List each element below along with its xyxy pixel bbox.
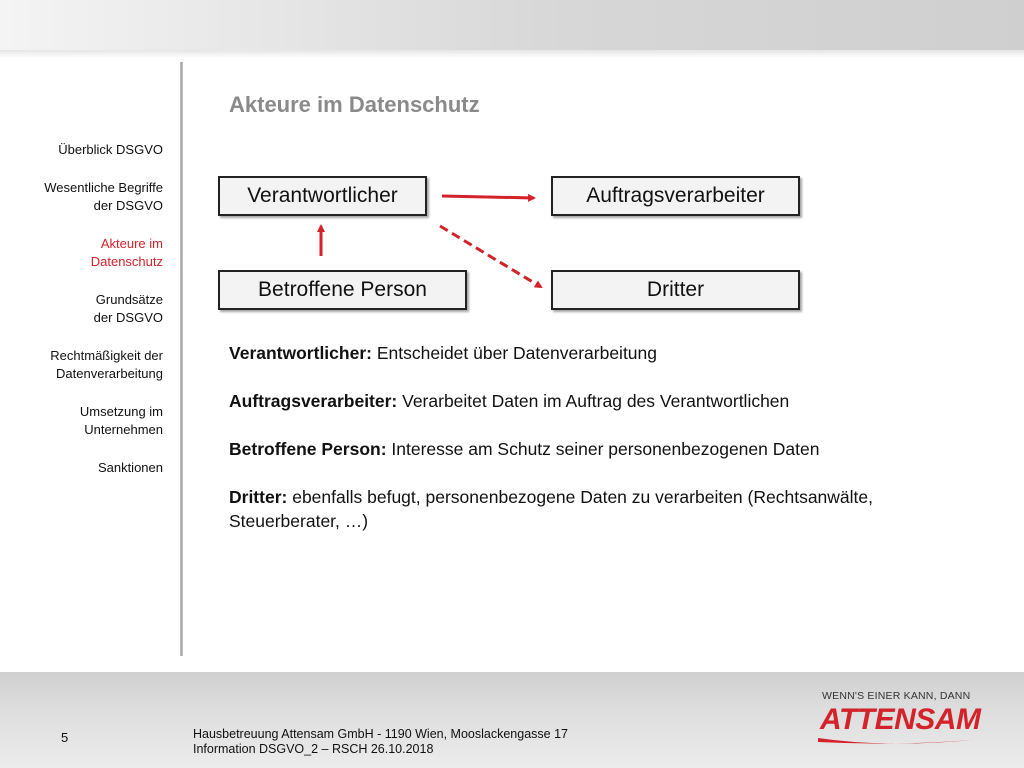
sidebar-nav [10,141,163,496]
definition-term: Verantwortlicher: [229,343,372,363]
sidebar-item-rechtmaessigkeit[interactable]: Rechtmäßigkeit der Datenverarbeitung [50,347,163,381]
definition-text: Entscheidet über Datenverarbeitung [371,343,658,363]
definition-betroffene-person [229,437,949,461]
sidebar-divider [180,62,183,656]
sidebar-item-akteure[interactable]: Akteure im Datenschutz [90,235,163,269]
box-dritter: Dritter [551,270,800,310]
box-betroffene-person: Betroffene Person [218,270,467,310]
sidebar-item-sanktionen[interactable]: Sanktionen [97,459,163,475]
top-band [0,0,1024,50]
definitions-list [229,341,949,557]
footer-line-2: Information DSGVO_2 – RSCH 26.10.2018 [193,742,434,756]
box-auftragsverarbeiter: Auftragsverarbeiter [551,176,800,216]
definition-term: Auftragsverarbeiter: [229,391,398,411]
definition-auftragsverarbeiter [229,389,949,413]
slide-title: Akteure im Datenschutz [229,92,480,117]
sidebar-item-umsetzung[interactable]: Umsetzung im Unternehmen [79,403,163,437]
arrow-verantwortlicher-to-auftragsverarbeiter [442,196,534,198]
top-shadow [0,50,1024,58]
logo-swoosh-icon [816,734,976,748]
page-number: 5 [61,730,69,745]
logo-name: ATTENSAM [820,703,981,736]
definition-dritter [229,485,949,533]
definition-text: ebenfalls befugt, personenbezogene Daten zu verarbeiten (Rechtsanwälte, Steuerberater, …) [229,487,874,531]
footer-line-1: Hausbetreuung Attensam GmbH - 1190 Wien, Mooslackengasse 17 [193,727,568,741]
definition-term: Betroffene Person: [229,439,387,459]
logo-tagline: WENN'S EINER KANN, DANN [822,690,971,702]
sidebar-item-grundsaetze[interactable]: Grundsätze der DSGVO [93,291,163,325]
box-verantwortlicher: Verantwortlicher [218,176,427,216]
sidebar-item-begriffe[interactable]: Wesentliche Begriffe der DSGVO [44,179,163,213]
definition-term: Dritter: [229,487,288,507]
footer-text [193,727,568,757]
definition-verantwortlicher [229,341,949,365]
attensam-logo [816,690,981,750]
definition-text: Verarbeitet Daten im Auftrag des Verantwortlichen [397,391,790,411]
definition-text: Interesse am Schutz seiner personenbezogenen Daten [386,439,820,459]
sidebar-item-ueberblick[interactable]: Überblick DSGVO [58,142,163,157]
